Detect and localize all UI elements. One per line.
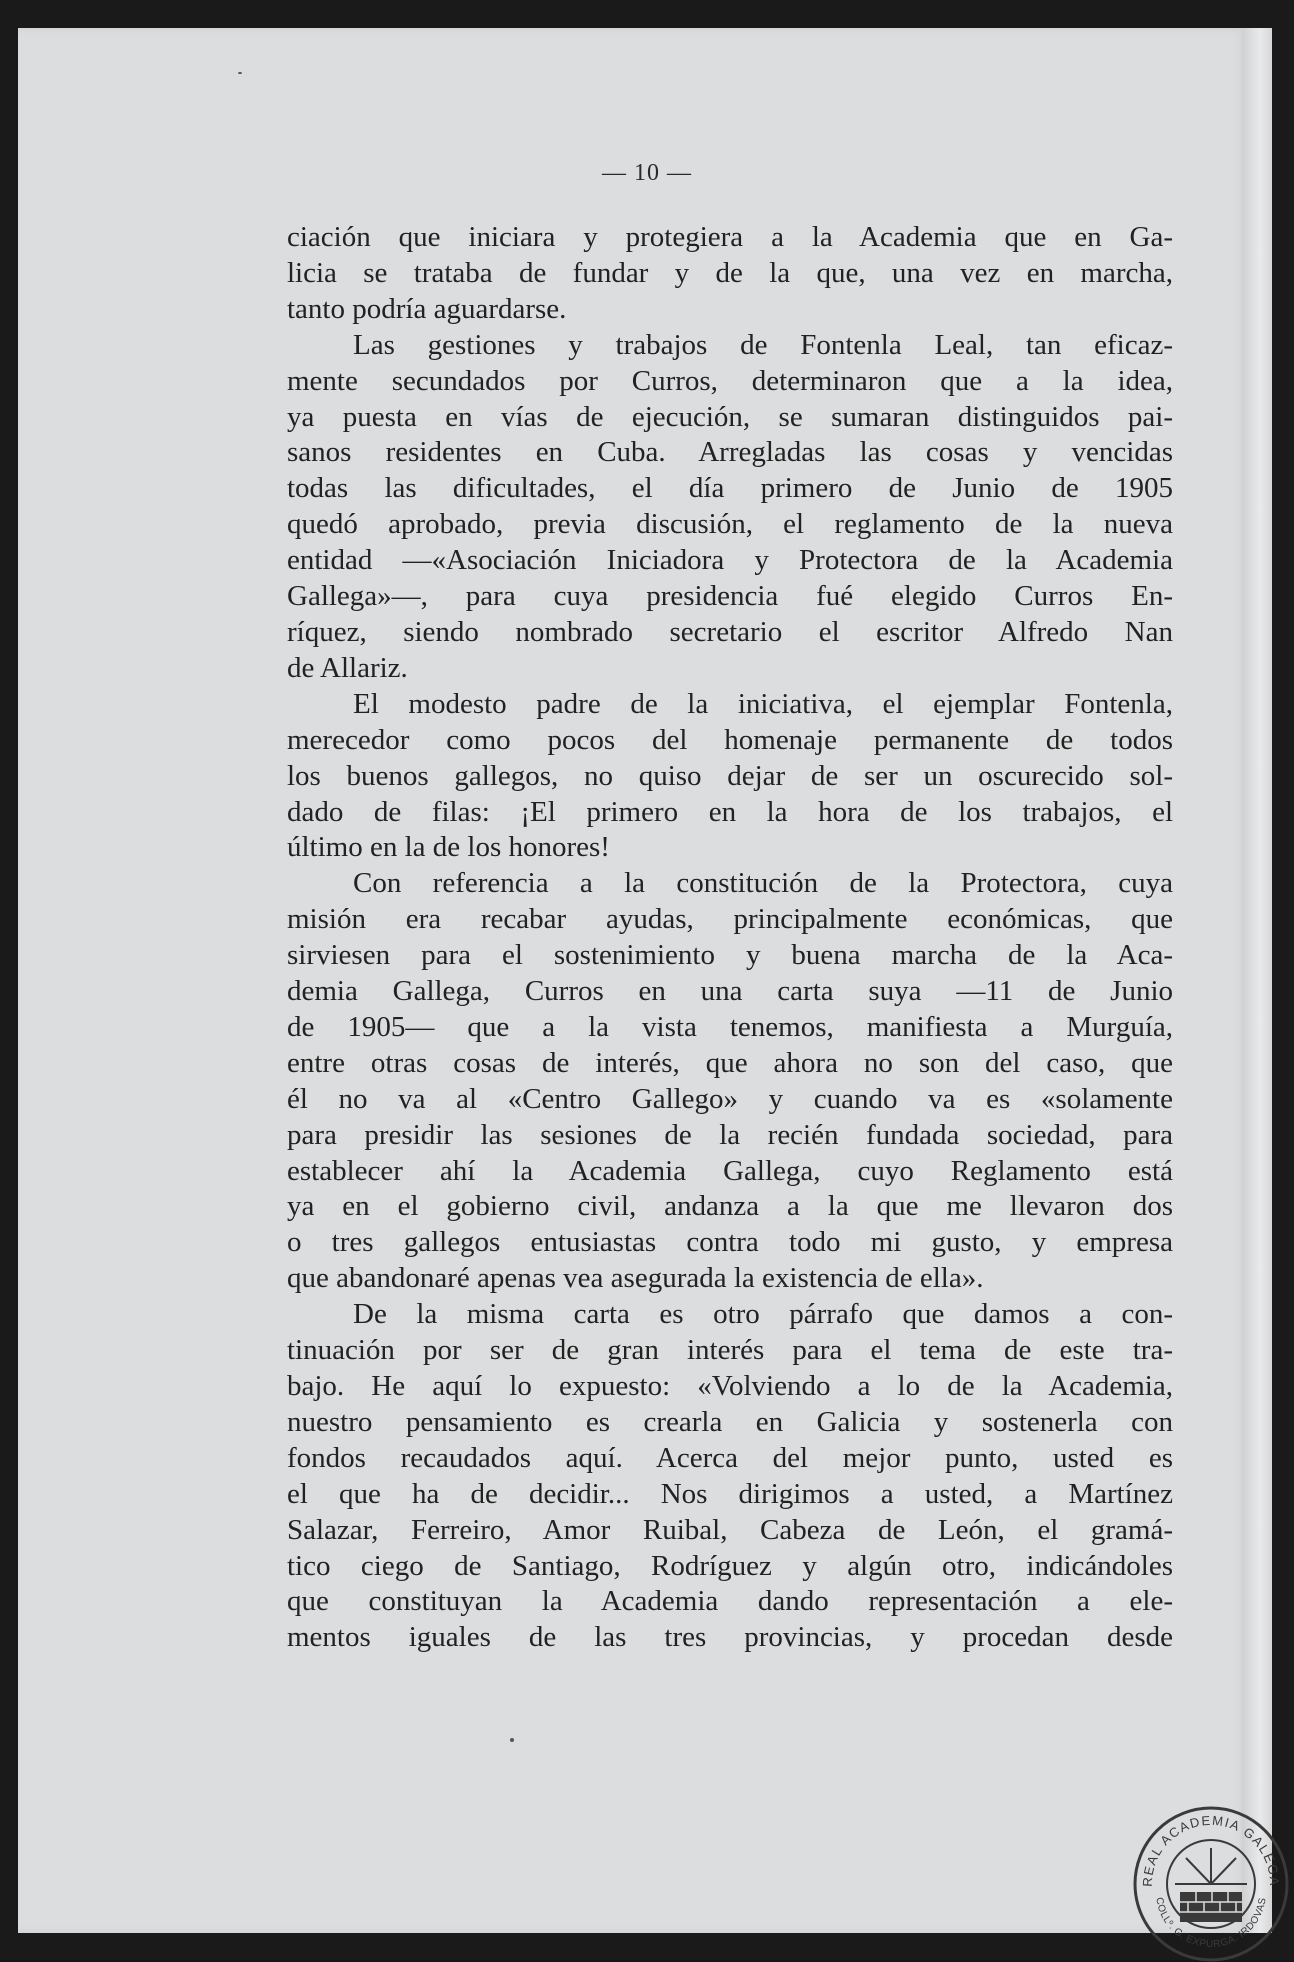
page-number: — 10 — — [602, 160, 692, 186]
text-line: de 1905— que a la vista tenemos, manifiesta a Murguía, — [287, 1010, 1173, 1043]
stamp-top-text: REAL ACADEMIA GALEGA — [1139, 1812, 1283, 1888]
text-line: quedó aprobado, previa discusión, el reglamento de la nueva — [287, 508, 1173, 541]
text-line: mente secundados por Curros, determinaron que a la idea, — [287, 364, 1173, 397]
text-line: Las gestiones y trabajos de Fontenla Leal, tan eficaz- — [353, 328, 1173, 361]
text-line: el que ha de decidir... Nos dirigimos a usted, a Martínez — [287, 1477, 1173, 1510]
text-line: los buenos gallegos, no quiso dejar de ser un oscurecido sol- — [287, 759, 1173, 792]
text-line: que constituyan la Academia dando representación a ele- — [287, 1585, 1173, 1618]
scan-speck — [238, 72, 242, 74]
text-line: establecer ahí la Academia Gallega, cuyo Reglamento está — [287, 1154, 1173, 1187]
text-line: tinuación por ser de gran interés para el tema de este tra- — [287, 1334, 1173, 1367]
text-line: Con referencia a la constitución de la Protectora, cuya — [353, 867, 1173, 900]
stamp-bottom-text: COLLº. G. EXPURGA. IRDOVAS — [1153, 1896, 1269, 1951]
text-line: De la misma carta es otro párrafo que damos a con- — [353, 1298, 1173, 1331]
text-line: demia Gallega, Curros en una carta suya —11 de Junio — [287, 975, 1173, 1008]
text-line: dado de filas: ¡El primero en la hora de los trabajos, el — [287, 795, 1173, 828]
text-line: último en la de los honores! — [287, 831, 610, 864]
text-line: licia se trataba de fundar y de la que, una vez en marcha, — [287, 256, 1173, 289]
text-line: ríquez, siendo nombrado secretario el escritor Alfredo Nan — [287, 615, 1173, 648]
text-line: de Allariz. — [287, 651, 408, 684]
text-line: todas las dificultades, el día primero de Junio de 1905 — [287, 472, 1173, 505]
page-edge — [1242, 28, 1272, 1933]
text-line: ya en el gobierno civil, andanza a la que me llevaron dos — [287, 1190, 1173, 1223]
text-line: sirviesen para el sostenimiento y buena marcha de la Aca- — [287, 939, 1173, 972]
body-text — [287, 220, 1173, 1656]
text-line: él no va al «Centro Gallego» y cuando va es «solamente — [287, 1082, 1173, 1115]
text-line: misión era recabar ayudas, principalmente económicas, que — [287, 903, 1173, 936]
text-line: entre otras cosas de interés, que ahora no son del caso, que — [287, 1046, 1173, 1079]
text-line: nuestro pensamiento es crearla en Galicia y sostenerla con — [287, 1405, 1173, 1438]
text-line: sanos residentes en Cuba. Arregladas las cosas y vencidas — [287, 436, 1173, 469]
text-line: entidad —«Asociación Iniciadora y Protectora de la Academia — [287, 544, 1173, 577]
scan-speck — [510, 1738, 514, 1742]
text-line: El modesto padre de la iniciativa, el ejemplar Fontenla, — [353, 687, 1173, 720]
text-line: Salazar, Ferreiro, Amor Ruibal, Cabeza de León, el gramá- — [287, 1513, 1173, 1546]
text-line: mentos iguales de las tres provincias, y procedan desde — [287, 1621, 1173, 1654]
text-line: ciación que iniciara y protegiera a la Academia que en Ga- — [287, 221, 1173, 253]
library-stamp — [1130, 1800, 1292, 1962]
text-line: bajo. He aquí lo expuesto: «Volviendo a lo de la Academia, — [287, 1370, 1173, 1402]
text-line: fondos recaudados aquí. Acerca del mejor punto, usted es — [287, 1441, 1173, 1474]
text-line: para presidir las sesiones de la recién fundada sociedad, para — [287, 1118, 1173, 1151]
text-line: o tres gallegos entusiastas contra todo mi gusto, y empresa — [287, 1226, 1173, 1259]
text-line: tico ciego de Santiago, Rodríguez y algún otro, indicándoles — [287, 1549, 1173, 1582]
text-line: merecedor como pocos del homenaje permanente de todos — [287, 723, 1173, 756]
text-line: que abandonaré apenas vea asegurada la existencia de ella». — [287, 1262, 984, 1295]
text-line: tanto podría aguardarse. — [287, 292, 567, 325]
text-line: Gallega»—, para cuya presidencia fué elegido Curros En- — [287, 580, 1173, 613]
text-line: ya puesta en vías de ejecución, se sumaran distinguidos pai- — [287, 400, 1173, 433]
